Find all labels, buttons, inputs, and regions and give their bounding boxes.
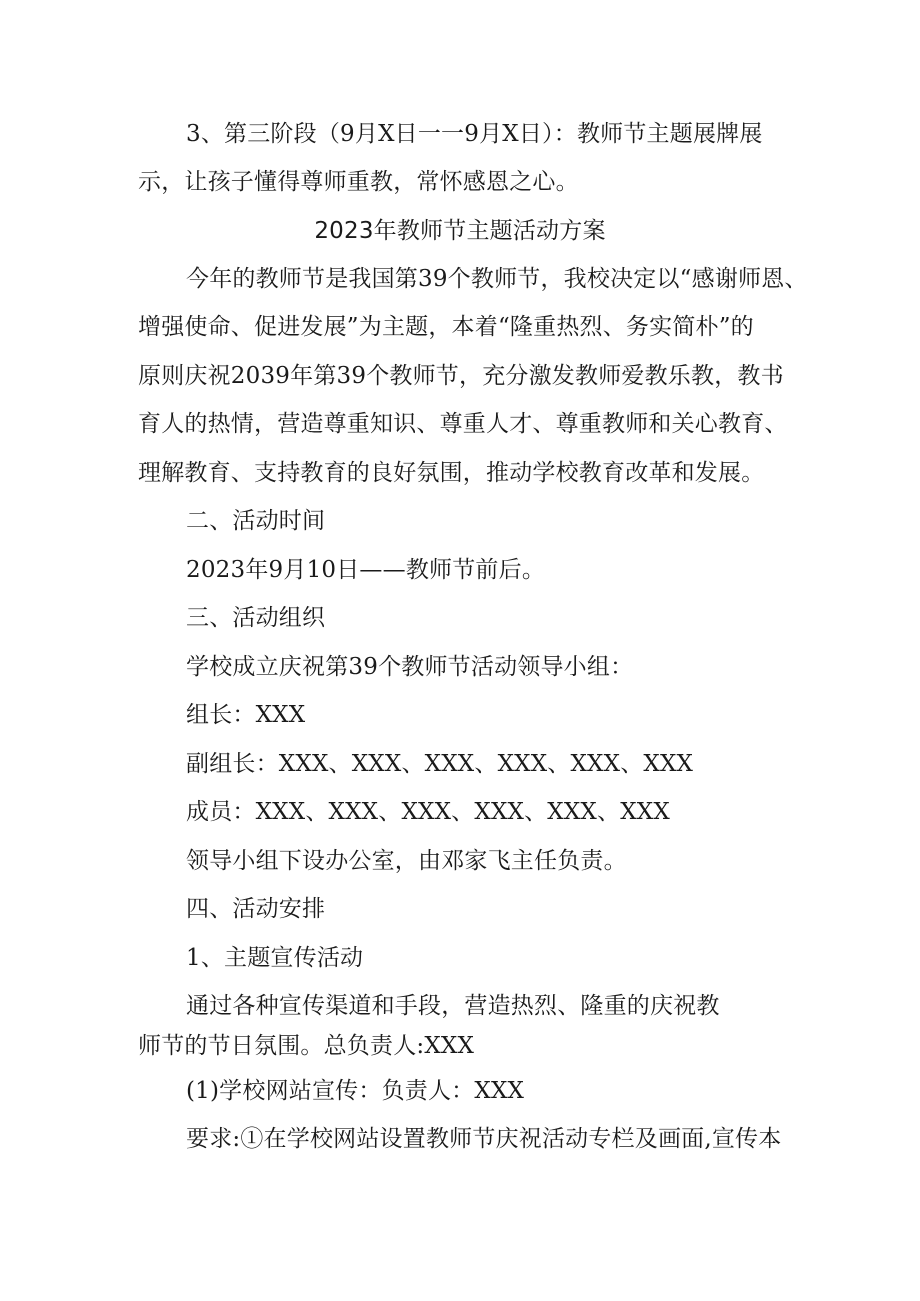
intro-paragraph-line-3: 原则庆祝2039年第39个教师节，充分激发教师爱教乐教，教书 bbox=[138, 363, 784, 389]
intro-paragraph-line-2: 增强使命、促进发展”为主题，本着“隆重热烈、务实简朴”的 bbox=[138, 314, 754, 340]
paragraph-stage-three-line-2: 示，让孩子懂得尊师重教，常怀感恩之心。 bbox=[138, 169, 579, 195]
members-line: 成员：XXX、XXX、XXX、XXX、XXX、XXX bbox=[186, 799, 670, 825]
group-leader-line: 组长：XXX bbox=[186, 702, 306, 728]
deputy-leaders-line: 副组长：XXX、XXX、XXX、XXX、XXX、XXX bbox=[186, 751, 694, 777]
intro-paragraph-line-1: 今年的教师节是我国第39个教师节，我校决定以“感谢师恩、 bbox=[186, 266, 808, 292]
section-heading-activity-organization: 三、活动组织 bbox=[186, 605, 326, 631]
leadership-group-intro: 学校成立庆祝第39个教师节活动领导小组： bbox=[186, 654, 634, 680]
website-publicity-line: (1)学校网站宣传：负责人：XXX bbox=[186, 1078, 525, 1104]
requirements-line: 要求:①在学校网站设置教师节庆祝活动专栏及画面,宣传本 bbox=[186, 1126, 782, 1152]
section-heading-activity-time: 二、活动时间 bbox=[186, 508, 326, 534]
publicity-paragraph-line-2: 师节的节日氛围。总负责人:XXX bbox=[138, 1033, 475, 1059]
intro-paragraph-line-5: 理解教育、支持教育的良好氛围，推动学校教育改革和发展。 bbox=[138, 460, 765, 486]
section-heading-activity-arrangement: 四、活动安排 bbox=[186, 896, 326, 922]
publicity-paragraph-line-1: 通过各种宣传渠道和手段，营造热烈、隆重的庆祝教 bbox=[186, 993, 720, 1019]
document-title: 2023年教师节主题活动方案 bbox=[314, 218, 606, 244]
paragraph-stage-three-line-1: 3、第三阶段（9月X日一一9月X日）：教师节主题展牌展 bbox=[186, 121, 763, 147]
office-line: 领导小组下设办公室，由邓家飞主任负责。 bbox=[186, 848, 627, 874]
subheading-theme-publicity: 1、主题宣传活动 bbox=[186, 945, 364, 971]
intro-paragraph-line-4: 育人的热情，营造尊重知识、尊重人才、尊重教师和关心教育、 bbox=[138, 411, 788, 437]
activity-time-text: 2023年9月10日——教师节前后。 bbox=[186, 557, 546, 583]
